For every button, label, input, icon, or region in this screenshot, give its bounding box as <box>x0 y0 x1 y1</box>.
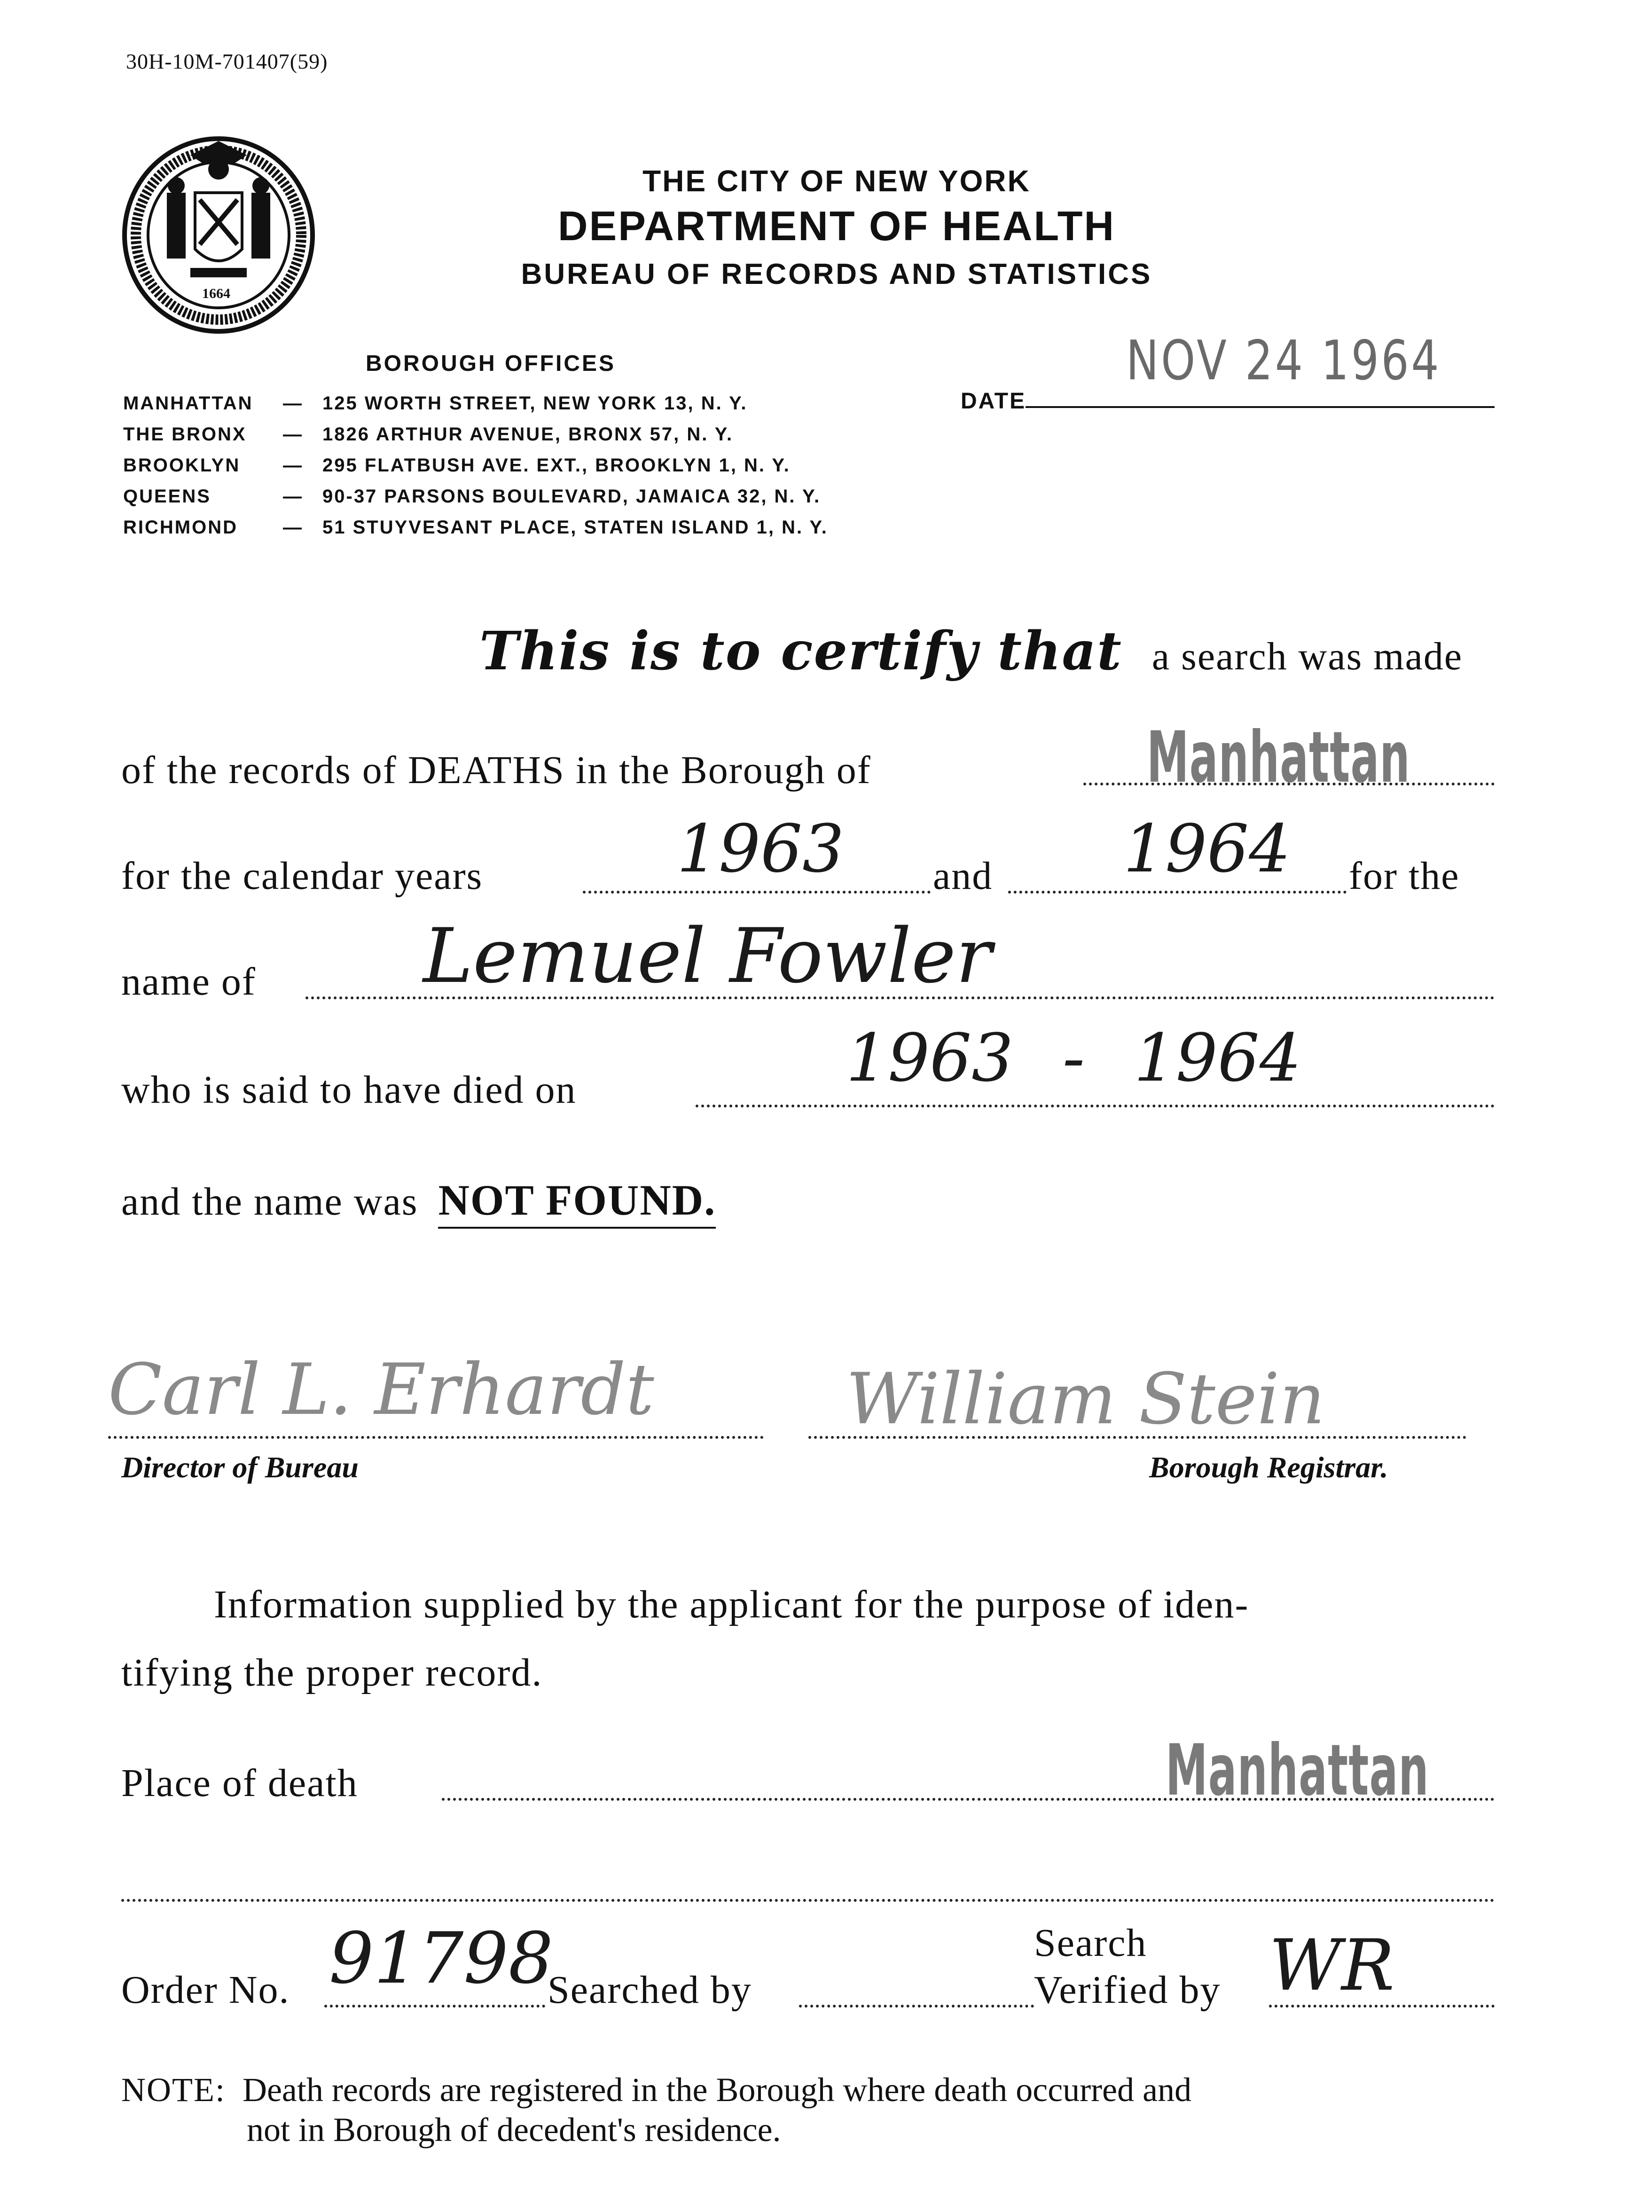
result-not-found: NOT FOUND. <box>438 1176 716 1229</box>
director-signature: Carl L. Erhardt <box>108 1349 654 1431</box>
date-stamp: NOV 24 1964 <box>1126 329 1441 392</box>
certify-line <box>479 620 1463 682</box>
header-city: THE CITY OF NEW YORK <box>642 164 1031 198</box>
order-number-handwritten: 91798 <box>329 1918 554 2000</box>
director-label: Director of Bureau <box>121 1451 359 1484</box>
note-line1 <box>121 2071 1191 2110</box>
for-the-label: for the <box>1349 854 1460 898</box>
verified-initials-handwritten: WR <box>1269 1925 1395 2007</box>
registrar-signature: William Stein <box>846 1358 1325 1440</box>
borough-name: BROOKLYN <box>123 455 241 476</box>
date-line <box>1026 406 1495 408</box>
borough-row <box>123 455 791 476</box>
order-number-label: Order No. <box>121 1968 290 2012</box>
searched-by-label: Searched by <box>548 1968 752 2012</box>
borough-address: 90-37 PARSONS BOULEVARD, JAMAICA 32, N. Y. <box>322 486 821 507</box>
borough-address: 295 FLATBUSH AVE. EXT., BROOKLYN 1, N. Y. <box>322 455 791 476</box>
applicant-info-line2: tifying the proper record. <box>121 1651 543 1694</box>
died-on-dotted-line <box>696 1105 1495 1107</box>
certify-heading: This is to certify that <box>479 620 1122 682</box>
blank-dotted-line <box>121 1899 1495 1902</box>
director-signature-line <box>108 1436 764 1439</box>
applicant-info-line1: Information supplied by the applicant for the purpose of iden- <box>214 1583 1249 1626</box>
dash: — <box>283 455 303 476</box>
seal-year: 1664 <box>202 286 230 301</box>
borough-address: 125 WORTH STREET, NEW YORK 13, N. Y. <box>322 393 748 414</box>
dash: — <box>283 424 303 445</box>
name-of-label: name of <box>121 960 256 1004</box>
verified-by-label: Verified by <box>1034 1968 1221 2012</box>
borough-row <box>123 393 747 414</box>
borough-address: 1826 ARTHUR AVENUE, BRONX 57, N. Y. <box>322 424 734 445</box>
year-to-dotted-line <box>1008 891 1347 894</box>
registrar-signature-line <box>808 1436 1466 1439</box>
year-from-handwritten: 1963 <box>677 811 845 887</box>
date-label: DATE <box>961 389 1026 414</box>
dash: — <box>283 486 303 507</box>
place-of-death-stamp: Manhattan <box>1166 1730 1429 1812</box>
search-label-top: Search <box>1034 1921 1147 1965</box>
borough-name: THE BRONX <box>123 424 247 445</box>
year-from-dotted-line <box>583 891 931 894</box>
borough-line-label: of the records of DEATHS in the Borough of <box>121 748 871 792</box>
borough-row <box>123 424 733 445</box>
borough-row <box>123 517 828 538</box>
died-on-label: who is said to have died on <box>121 1068 577 1112</box>
result-line <box>121 1175 716 1225</box>
place-of-death-label: Place of death <box>121 1761 358 1805</box>
borough-row <box>123 486 821 507</box>
registrar-label: Borough Registrar. <box>1149 1451 1388 1484</box>
borough-name: MANHATTAN <box>123 393 253 414</box>
borough-stamp: Manhattan <box>1147 717 1410 799</box>
borough-name: RICHMOND <box>123 517 238 538</box>
borough-name: QUEENS <box>123 486 211 507</box>
note-label: NOTE: <box>121 2071 226 2109</box>
calendar-years-label: for the calendar years <box>121 854 483 898</box>
result-label: and the name was <box>121 1180 418 1224</box>
died-on-handwritten: 1963 - 1964 <box>846 1020 1301 1097</box>
note-text-line2: not in Borough of decedent's residence. <box>247 2111 781 2149</box>
order-number-dotted-line <box>324 2005 545 2008</box>
borough-offices-title: BOROUGH OFFICES <box>366 351 616 376</box>
city-seal-icon <box>120 122 317 338</box>
dash: — <box>283 517 303 538</box>
header-bureau: BUREAU OF RECORDS AND STATISTICS <box>521 258 1152 290</box>
dash: — <box>283 393 303 414</box>
year-to-handwritten: 1964 <box>1123 811 1291 887</box>
form-code: 30H-10M-701407(59) <box>126 49 328 73</box>
and-label: and <box>933 854 993 898</box>
searched-by-dotted-line <box>799 2005 1034 2008</box>
certify-line-rest: a search was made <box>1151 635 1463 678</box>
note-text-line1: Death records are registered in the Borough where death occurred and <box>242 2071 1192 2109</box>
header-department: DEPARTMENT OF HEALTH <box>558 203 1115 249</box>
borough-address: 51 STUYVESANT PLACE, STATEN ISLAND 1, N. Y. <box>322 517 828 538</box>
name-handwritten: Lemuel Fowler <box>423 912 992 1000</box>
